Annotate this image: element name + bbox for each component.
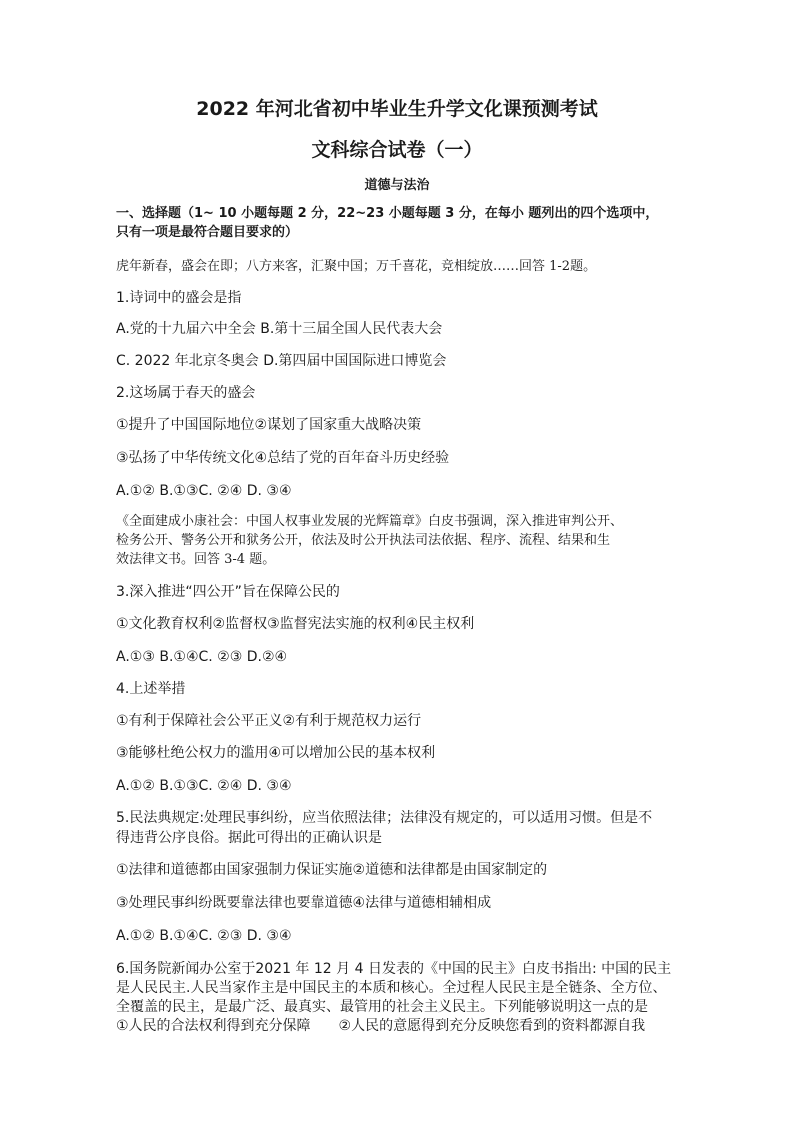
q6-line-3: 全覆盖的民主，是最广泛、最真实、最管用的社会主义民主。下列能够说明这一点的是 bbox=[116, 999, 648, 1015]
q6-line-1: 6.国务院新闻办公室于2021 年 12 月 4 日发表的《中国的民主》白皮书指出: 中国的民主 bbox=[116, 961, 672, 977]
q5-stem-line-2: 得违背公序良俗。据此可得出的正确认识是 bbox=[116, 830, 382, 846]
exam-subtitle: 文科综合试卷（一） bbox=[311, 139, 483, 161]
q1-options-cd: C. 2022 年北京冬奥会 D.第四届中国国际进口博览会 bbox=[116, 353, 447, 369]
passage-2-line-1: 《全面建成小康社会：中国人权事业发展的光辉篇章》白皮书强调，深入推进审判公开、 bbox=[116, 514, 624, 529]
q2-statements-12: ①提升了中国国际地位②谋划了国家重大战略决策 bbox=[116, 417, 422, 433]
q5-statements-34: ③处理民事纠纷既要靠法律也要靠道德④法律与道德相辅相成 bbox=[116, 895, 492, 911]
passage-2-line-2: 检务公开、警务公开和狱务公开，依法及时公开执法司法依据、程序、流程、结果和生 bbox=[116, 533, 611, 548]
subject-heading: 道德与法治 bbox=[364, 178, 430, 193]
q5-stem-line-1: 5.民法典规定:处理民事纠纷，应当依照法律；法律没有规定的，可以适用习惯。但是不 bbox=[116, 810, 653, 826]
q5-answer-choices: A.①② B.①④C. ②③ D. ③④ bbox=[116, 928, 292, 944]
exam-title: 2022 年河北省初中毕业生升学文化课预测考试 bbox=[196, 98, 598, 120]
q3-statements: ①文化教育权利②监督权③监督宪法实施的权利④民主权利 bbox=[116, 616, 475, 632]
q2-answer-choices: A.①② B.①③C. ②④ D. ③④ bbox=[116, 483, 292, 499]
passage-2-line-3: 效法律文书。回答 3-4 题。 bbox=[116, 552, 276, 567]
passage-1: 虎年新春，盛会在即；八方来客，汇聚中国；万千喜花，竞相绽放……回答 1-2题。 bbox=[116, 259, 597, 274]
q4-statements-12: ①有利于保障社会公平正义②有利于规范权力运行 bbox=[116, 713, 422, 729]
q3-answer-choices: A.①③ B.①④C. ②③ D.②④ bbox=[116, 649, 288, 665]
q1-options-ab: A.党的十九届六中全会 B.第十三届全国人民代表大会 bbox=[116, 321, 443, 337]
q3-stem: 3.深入推进“四公开”旨在保障公民的 bbox=[116, 584, 340, 600]
q4-statements-34: ③能够杜绝公权力的滥用④可以增加公民的基本权利 bbox=[116, 745, 436, 761]
q6-line-2: 是人民民主.人民当家作主是中国民主的本质和核心。全过程人民民主是全链条、全方位、 bbox=[116, 980, 667, 996]
q2-stem: 2.这场属于春天的盛会 bbox=[116, 385, 256, 401]
q4-answer-choices: A.①② B.①③C. ②④ D. ③④ bbox=[116, 778, 292, 794]
q2-statements-34: ③弘扬了中华传统文化④总结了党的百年奋斗历史经验 bbox=[116, 450, 450, 466]
q1-stem: 1.诗词中的盛会是指 bbox=[116, 290, 242, 306]
q6-line-4: ①人民的合法权利得到充分保障 ②人民的意愿得到充分反映您看到的资料都源自我 bbox=[116, 1018, 646, 1034]
section-heading-line-2: 只有一项是最符合题目要求的） bbox=[116, 225, 299, 240]
section-heading-line-1: 一、选择题（1~ 10 小题每题 2 分，22~23 小题每题 3 分，在每小 题列出的四个选项中， bbox=[116, 206, 659, 221]
q5-statements-12: ①法律和道德都由国家强制力保证实施②道德和法律都是由国家制定的 bbox=[116, 862, 548, 878]
q4-stem: 4.上述举措 bbox=[116, 681, 186, 697]
